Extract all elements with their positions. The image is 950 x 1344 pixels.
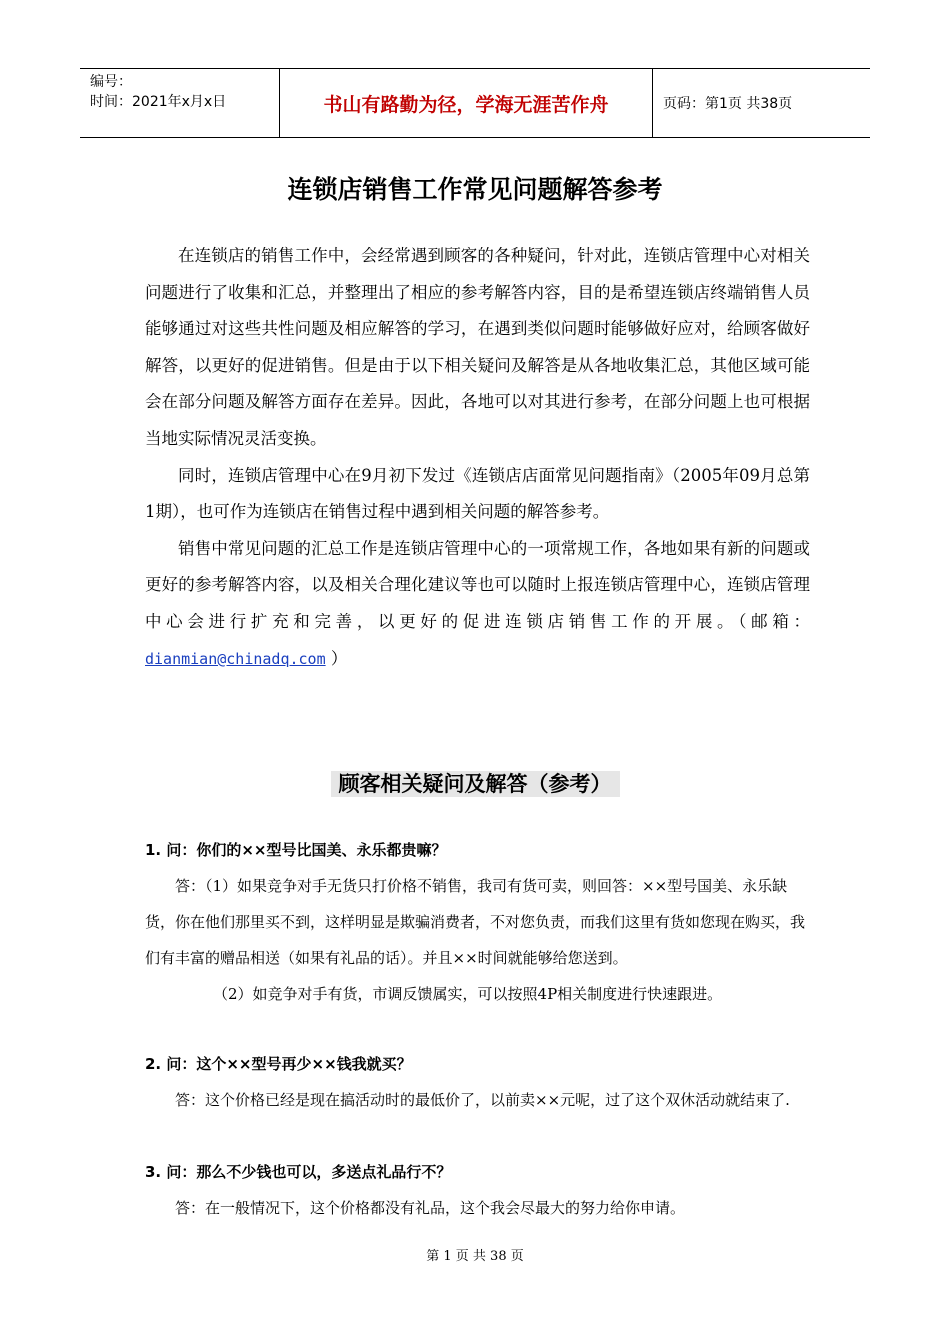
answer-2: 答：这个价格已经是现在搞活动时的最低价了，以前卖××元呢，过了这个双休活动就结束了. bbox=[175, 1091, 790, 1109]
intro-section bbox=[145, 238, 810, 677]
answer-3: 答：在一般情况下，这个价格都没有礼品，这个我会尽最大的努力给你申请。 bbox=[175, 1199, 686, 1217]
page-header bbox=[80, 68, 870, 138]
intro-paragraph-3-end: ） bbox=[325, 648, 348, 668]
qa-item-2 bbox=[145, 1046, 810, 1118]
answer-1-part-2: （2）如竞争对手有货，市调反馈属实，可以按照4P相关制度进行快速跟进。 bbox=[213, 985, 723, 1003]
header-meta bbox=[80, 69, 280, 137]
qa-item-3 bbox=[145, 1154, 810, 1226]
answer-1-part-1: 答：（1）如果竞争对手无货只打价格不销售，我司有货可卖，则回答：××型号国美、永乐缺货，你在他们那里买不到，这样明显是欺骗消费者，不对您负责，而我们这里有货如您现在购买，我们有丰富的赠品相送（如果有礼品的话）。并且××时间就能够给您送到。 bbox=[145, 877, 806, 967]
intro-paragraph-3 bbox=[145, 531, 810, 677]
question-1: 1. 问：你们的××型号比国美、永乐都贵嘛？ bbox=[145, 841, 447, 859]
section-title-text: 顾客相关疑问及解答（参考） bbox=[331, 771, 620, 797]
question-3: 3. 问：那么不少钱也可以，多送点礼品行不？ bbox=[145, 1163, 452, 1181]
number-label: 编号： bbox=[90, 74, 132, 90]
qa-item-1 bbox=[145, 832, 810, 1012]
document-title: 连锁店销售工作常见问题解答参考 bbox=[287, 175, 663, 204]
section-title bbox=[0, 768, 950, 798]
header-motto: 书山有路勤为径，学海无涯苦作舟 bbox=[280, 69, 653, 137]
time-label: 时间：2021年x月x日 bbox=[90, 94, 227, 110]
header-page-label: 页码：第1页 共38页 bbox=[663, 96, 793, 112]
email-link[interactable]: dianmian@chinadq.com bbox=[145, 649, 326, 668]
intro-paragraph-2: 同时，连锁店管理中心在9月初下发过《连锁店店面常见问题指南》（2005年09月总第1期），也可作为连锁店在销售过程中遇到相关问题的解答参考。 bbox=[145, 465, 810, 522]
intro-paragraph-3-text: 销售中常见问题的汇总工作是连锁店管理中心的一项常规工作，各地如果有新的问题或更好的参考解答内容，以及相关合理化建议等也可以随时上报连锁店管理中心，连锁店管理中心会进行扩充和完善，以更好的促进连锁店销售工作的开展。（邮箱： bbox=[145, 538, 810, 631]
question-2: 2. 问：这个××型号再少××钱我就买？ bbox=[145, 1055, 412, 1073]
page-footer: 第 1 页 共 38 页 bbox=[426, 1249, 524, 1264]
intro-paragraph-1: 在连锁店的销售工作中，会经常遇到顾客的各种疑问，针对此，连锁店管理中心对相关问题进行了收集和汇总，并整理出了相应的参考解答内容，目的是希望连锁店终端销售人员能够通过对这些共性问题及相应解答的学习，在遇到类似问题时能够做好应对，给顾客做好解答，以更好的促进销售。但是由于以下相关疑问及解答是从各地收集汇总，其他区域可能会在部分问题及解答方面存在差异。因此，各地可以对其进行参考，在部分问题上也可根据当地实际情况灵活变换。 bbox=[145, 246, 810, 448]
